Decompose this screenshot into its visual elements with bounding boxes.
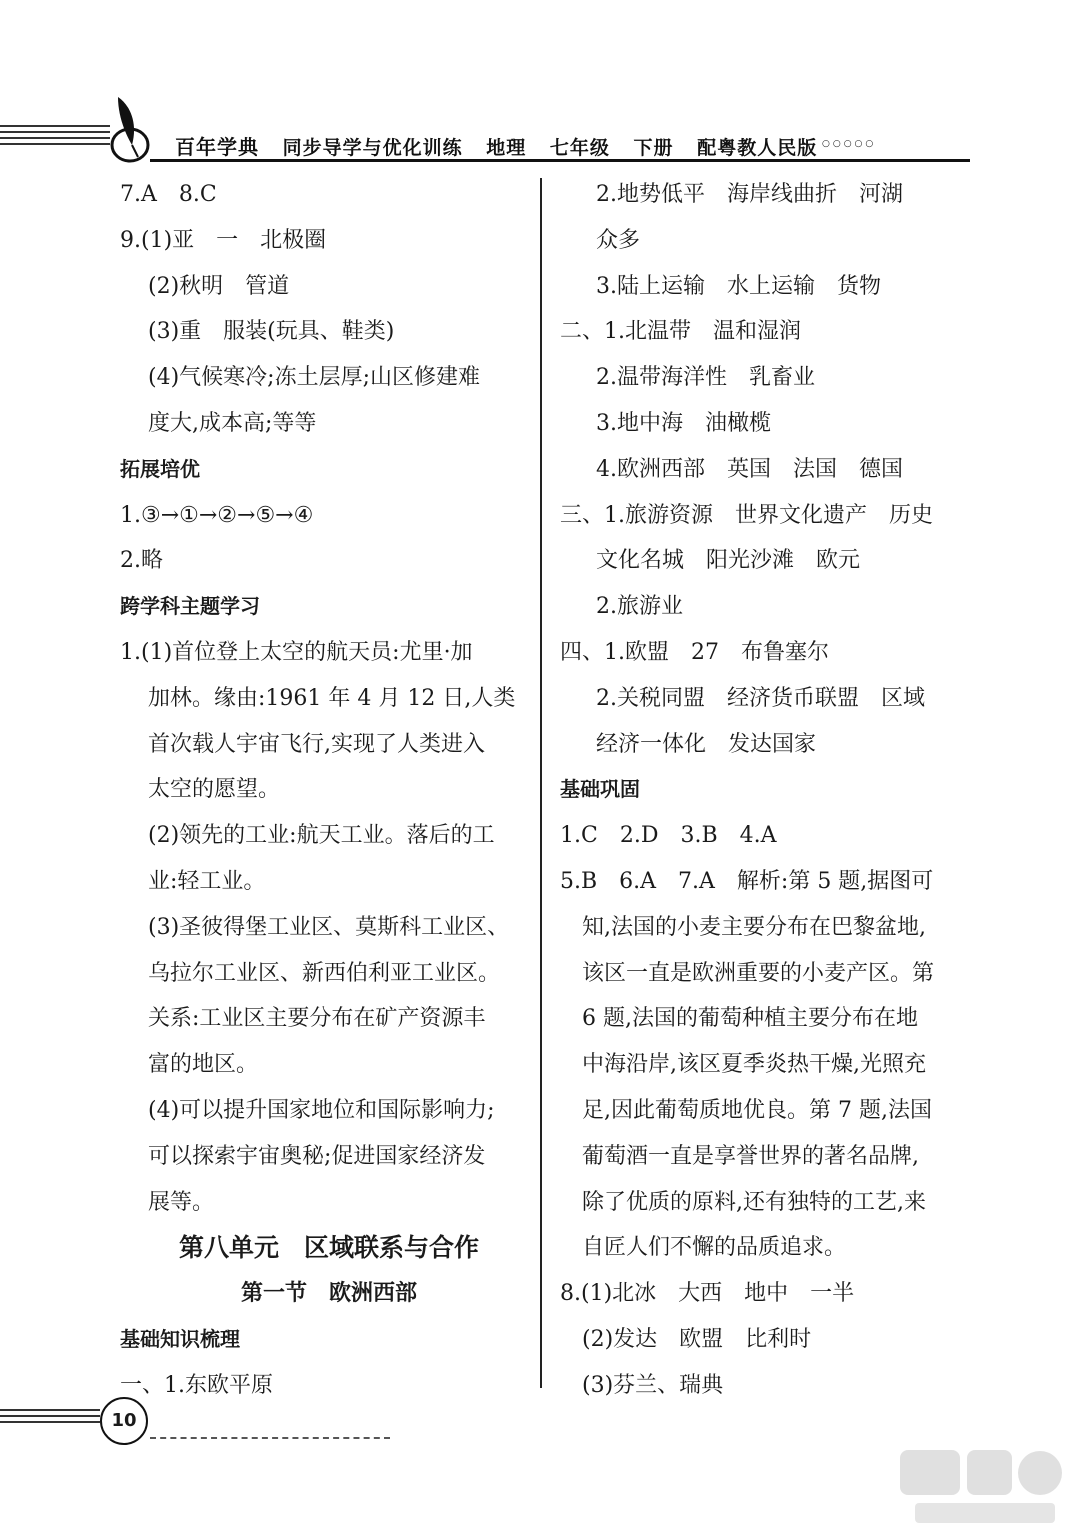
column-divider	[540, 178, 542, 1388]
left-answer-line: 2.略	[120, 548, 163, 574]
header-brand: 百年学典	[175, 135, 259, 159]
right-answer-line: (2)发达 欧盟 比利时	[582, 1326, 812, 1352]
left-section-heading: 拓展培优	[120, 456, 200, 481]
page-header	[0, 95, 1073, 170]
right-answer-line: 3.陆上运输 水上运输 货物	[596, 273, 881, 299]
left-answer-line: 展等。	[148, 1189, 215, 1215]
header-volume: 下册	[633, 137, 674, 159]
right-answer-line: 四、1.欧盟 27 布鲁塞尔	[560, 639, 829, 665]
right-answer-line: 2.地势低平 海岸线曲折 河湖	[596, 182, 903, 207]
footer-decor-lines	[0, 1409, 100, 1427]
left-answer-line: 首次载人宇宙飞行,实现了人类进入	[148, 731, 485, 757]
right-answer-line: 2.温带海洋性 乳畜业	[596, 365, 815, 391]
left-section-heading: 基础知识梳理	[120, 1326, 240, 1351]
right-answer-line: 2.旅游业	[596, 594, 683, 620]
left-answer-line: (4)可以提升国家地位和国际影响力;	[148, 1097, 495, 1123]
right-answer-line: 6 题,法国的葡萄种植主要分布在地	[582, 1006, 918, 1032]
left-column	[120, 172, 538, 1409]
left-answer-line: 太空的愿望。	[148, 777, 281, 803]
left-answer-line: 9.(1)亚 一 北极圈	[120, 227, 327, 253]
left-answer-line: 业:轻工业。	[148, 868, 266, 894]
right-answer-line: 自匠人们不懈的品质追求。	[582, 1235, 847, 1261]
watermark-logo-icon	[895, 1445, 1065, 1530]
header-dots: ○○○○○	[822, 139, 877, 149]
right-answer-line: 4.欧洲西部 英国 法国 德国	[596, 456, 903, 482]
left-answer-line: 一、1.东欧平原	[120, 1372, 273, 1398]
right-answer-line: 经济一体化 发达国家	[596, 731, 817, 757]
right-answer-line: 5.B 6.A 7.A 解析:第 5 题,据图可	[560, 868, 934, 894]
right-answer-line: 知,法国的小麦主要分布在巴黎盆地,	[582, 914, 926, 940]
right-column	[560, 172, 980, 1409]
left-answer-line: 可以探索宇宙奥秘;促进国家经济发	[148, 1143, 486, 1169]
right-answer-line: 足,因此葡萄质地优良。第 7 题,法国	[582, 1097, 932, 1123]
right-answer-line: 三、1.旅游资源 世界文化遗产 历史	[560, 502, 933, 528]
right-section-heading: 基础巩固	[560, 777, 640, 802]
left-section-title: 第一节 欧洲西部	[240, 1281, 417, 1307]
left-answer-line: (2)领先的工业:航天工业。落后的工	[148, 823, 495, 849]
page-number: 10	[100, 1397, 148, 1445]
right-answer-line: 1.C 2.D 3.B 4.A	[560, 823, 777, 849]
right-answer-line: 3.地中海 油橄榄	[596, 410, 771, 436]
header-title	[175, 131, 833, 160]
right-answer-line: 8.(1)北冰 大西 地中 一半	[560, 1281, 855, 1307]
header-rule	[150, 159, 970, 162]
right-answer-line: 除了优质的原料,还有独特的工艺,来	[582, 1189, 926, 1215]
left-answer-line: (3)重 服装(玩具、鞋类)	[148, 319, 395, 345]
left-section-heading: 跨学科主题学习	[120, 594, 260, 619]
left-answer-line: (2)秋明 管道	[148, 273, 290, 299]
left-answer-line: 度大,成本高;等等	[148, 410, 317, 436]
left-unit-title: 第八单元 区域联系与合作	[178, 1233, 479, 1263]
left-answer-line: 7.A 8.C	[120, 182, 217, 207]
left-answer-line: 加林。缘由:1961 年 4 月 12 日,人类	[148, 685, 516, 711]
right-answer-line: 葡萄酒一直是享誉世界的著名品牌,	[582, 1143, 919, 1169]
page-footer	[0, 1395, 420, 1455]
header-subject: 地理	[486, 137, 527, 159]
left-answer-line: 关系:工业区主要分布在矿产资源丰	[148, 1006, 486, 1032]
right-answer-line: 二、1.北温带 温和湿润	[560, 319, 801, 345]
header-edition: 配粤教人民版	[697, 137, 818, 159]
header-decor-lines	[0, 125, 110, 149]
right-answer-line: 众多	[596, 227, 641, 253]
left-answer-line: (4)气候寒冷;冻土层厚;山区修建难	[148, 365, 480, 391]
right-answer-line: 文化名城 阳光沙滩 欧元	[596, 548, 861, 574]
header-series: 同步导学与优化训练	[282, 137, 463, 159]
right-answer-line: (3)芬兰、瑞典	[582, 1372, 724, 1398]
right-answer-line: 该区一直是欧洲重要的小麦产区。第	[582, 960, 935, 986]
header-grade: 七年级	[549, 137, 610, 159]
left-answer-line: 1.(1)首位登上太空的航天员:尤里·加	[120, 639, 473, 665]
footer-dashed-rule	[150, 1437, 390, 1439]
left-answer-line: 1.③→①→②→⑤→④	[120, 502, 314, 528]
right-answer-line: 中海沿岸,该区夏季炎热干燥,光照充	[582, 1052, 926, 1078]
left-answer-line: (3)圣彼得堡工业区、莫斯科工业区、	[148, 914, 510, 940]
left-answer-line: 富的地区。	[148, 1052, 259, 1078]
right-answer-line: 2.关税同盟 经济货币联盟 区域	[596, 685, 925, 711]
left-answer-line: 乌拉尔工业区、新西伯利亚工业区。	[148, 960, 501, 986]
quill-pen-icon	[108, 95, 156, 165]
